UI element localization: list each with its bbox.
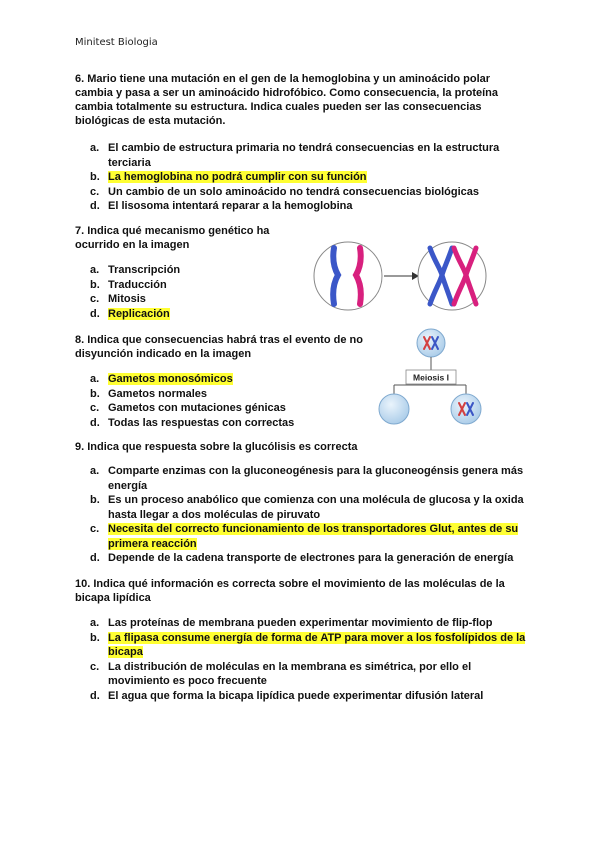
option-letter: c. bbox=[90, 402, 100, 414]
option-7c[interactable] bbox=[90, 292, 290, 307]
option-10a[interactable] bbox=[90, 616, 530, 631]
option-10b[interactable] bbox=[90, 631, 530, 660]
options-q7 bbox=[90, 263, 290, 321]
question-text: Indica qué mecanismo genético ha ocurrido en la imagen bbox=[75, 225, 270, 251]
option-text: Transcripción bbox=[108, 264, 181, 276]
option-text-highlighted: Gametos monosómicos bbox=[108, 373, 233, 385]
question-number: 8. bbox=[75, 334, 85, 346]
option-9c[interactable] bbox=[90, 522, 540, 551]
option-letter: a. bbox=[90, 373, 100, 385]
replication-figure bbox=[312, 238, 488, 314]
options-q6 bbox=[90, 141, 510, 214]
question-10 bbox=[75, 577, 535, 605]
option-letter: d. bbox=[90, 416, 100, 429]
question-text: Indica qué información es correcta sobre el movimiento de las moléculas de la bicapa lipídica bbox=[75, 578, 505, 604]
question-number: 7. bbox=[75, 225, 85, 237]
option-text: Gametos con mutaciones génicas bbox=[108, 402, 286, 414]
question-text: Mario tiene una mutación en el gen de la hemoglobina y un aminoácido polar cambia y pasa a ser un aminoácido hidrofóbico. Como consecuencia, la proteína cambia totalmente su estructura. Indica cuales pueden ser las consecuencias biológicas de esta mutación. bbox=[75, 73, 499, 127]
option-text: Depende de la cadena transporte de electrones para la generación de energía bbox=[108, 552, 514, 564]
option-9a[interactable] bbox=[90, 464, 540, 493]
option-letter: b. bbox=[90, 494, 100, 506]
question-6 bbox=[75, 72, 515, 128]
options-q10 bbox=[90, 616, 530, 703]
option-7b[interactable] bbox=[90, 278, 290, 293]
option-text: Gametos normales bbox=[108, 387, 208, 400]
daughter-cell-empty bbox=[379, 394, 409, 424]
daughter-cell-with-chromosomes bbox=[451, 394, 481, 424]
option-letter: d. bbox=[90, 689, 100, 702]
meiosis-label: Meiosis I bbox=[413, 372, 449, 383]
option-letter: a. bbox=[90, 142, 100, 154]
option-6d[interactable] bbox=[90, 199, 510, 214]
option-letter: c. bbox=[90, 293, 100, 305]
option-text: Comparte enzimas con la gluconeogénesis para la gluconeogénsis genera más energía bbox=[108, 465, 524, 492]
question-number: 9. bbox=[75, 441, 85, 453]
page-header: Minitest Biologia bbox=[75, 37, 158, 48]
option-letter: c. bbox=[90, 523, 100, 535]
option-9d[interactable] bbox=[90, 551, 540, 566]
option-6b[interactable] bbox=[90, 170, 510, 185]
option-letter: b. bbox=[90, 278, 100, 291]
option-text: El lisosoma intentará reparar a la hemoglobina bbox=[108, 200, 353, 212]
option-7d[interactable] bbox=[90, 307, 290, 322]
option-text: Traducción bbox=[108, 278, 167, 291]
option-letter: c. bbox=[90, 660, 100, 673]
option-text: Las proteínas de membrana pueden experimentar movimiento de flip-flop bbox=[108, 617, 493, 629]
option-text-highlighted: La flipasa consume energía de forma de ATP para mover a los fosfolípidos de la bicapa bbox=[108, 631, 526, 658]
option-text: Todas las respuestas con correctas bbox=[108, 416, 295, 429]
question-9 bbox=[75, 440, 535, 454]
option-letter: b. bbox=[90, 171, 100, 183]
option-8c[interactable] bbox=[90, 401, 330, 416]
option-8d[interactable] bbox=[90, 416, 330, 431]
option-letter: c. bbox=[90, 185, 100, 198]
option-text: Un cambio de un solo aminoácido no tendrá consecuencias biológicas bbox=[108, 185, 480, 198]
option-6c[interactable] bbox=[90, 185, 510, 200]
question-number: 6. bbox=[75, 73, 85, 85]
option-letter: a. bbox=[90, 465, 100, 477]
options-q8 bbox=[90, 372, 330, 430]
option-text-highlighted: La hemoglobina no podrá cumplir con su función bbox=[108, 171, 367, 183]
option-letter: b. bbox=[90, 387, 100, 400]
option-10d[interactable] bbox=[90, 689, 530, 704]
option-letter: d. bbox=[90, 200, 100, 212]
option-text: Mitosis bbox=[108, 293, 146, 305]
option-8b[interactable] bbox=[90, 387, 330, 402]
option-10c[interactable] bbox=[90, 660, 530, 689]
option-7a[interactable] bbox=[90, 263, 290, 278]
option-8a[interactable] bbox=[90, 372, 330, 387]
question-text: Indica que consecuencias habrá tras el evento de no disyunción indicado en la imagen bbox=[75, 334, 363, 360]
question-7 bbox=[75, 224, 285, 252]
option-letter: d. bbox=[90, 307, 100, 320]
option-letter: a. bbox=[90, 617, 100, 629]
option-text: El cambio de estructura primaria no tendrá consecuencias en la estructura terciaria bbox=[108, 142, 500, 169]
question-number: 10. bbox=[75, 578, 91, 590]
option-text: La distribución de moléculas en la membrana es simétrica, por ello el movimiento es poco frecuente bbox=[108, 660, 472, 687]
question-text: Indica que respuesta sobre la glucólisis es correcta bbox=[87, 441, 358, 453]
parent-cell bbox=[417, 329, 445, 357]
option-text: Es un proceso anabólico que comienza con una molécula de glucosa y la oxida hasta llegar a dos moléculas de piruvato bbox=[108, 494, 524, 521]
option-letter: a. bbox=[90, 264, 100, 276]
question-8 bbox=[75, 333, 375, 361]
option-9b[interactable] bbox=[90, 493, 540, 522]
cell-before-circle bbox=[314, 242, 382, 310]
option-letter: b. bbox=[90, 631, 100, 644]
option-text-highlighted: Necesita del correcto funcionamiento de los transportadores Glut, antes de su primera reacción bbox=[108, 523, 519, 550]
meiosis-figure bbox=[376, 327, 488, 429]
option-letter: d. bbox=[90, 552, 100, 564]
option-6a[interactable] bbox=[90, 141, 510, 170]
options-q9 bbox=[90, 464, 540, 566]
option-text-highlighted: Replicación bbox=[108, 307, 170, 320]
option-text: El agua que forma la bicapa lipídica puede experimentar difusión lateral bbox=[108, 689, 484, 702]
